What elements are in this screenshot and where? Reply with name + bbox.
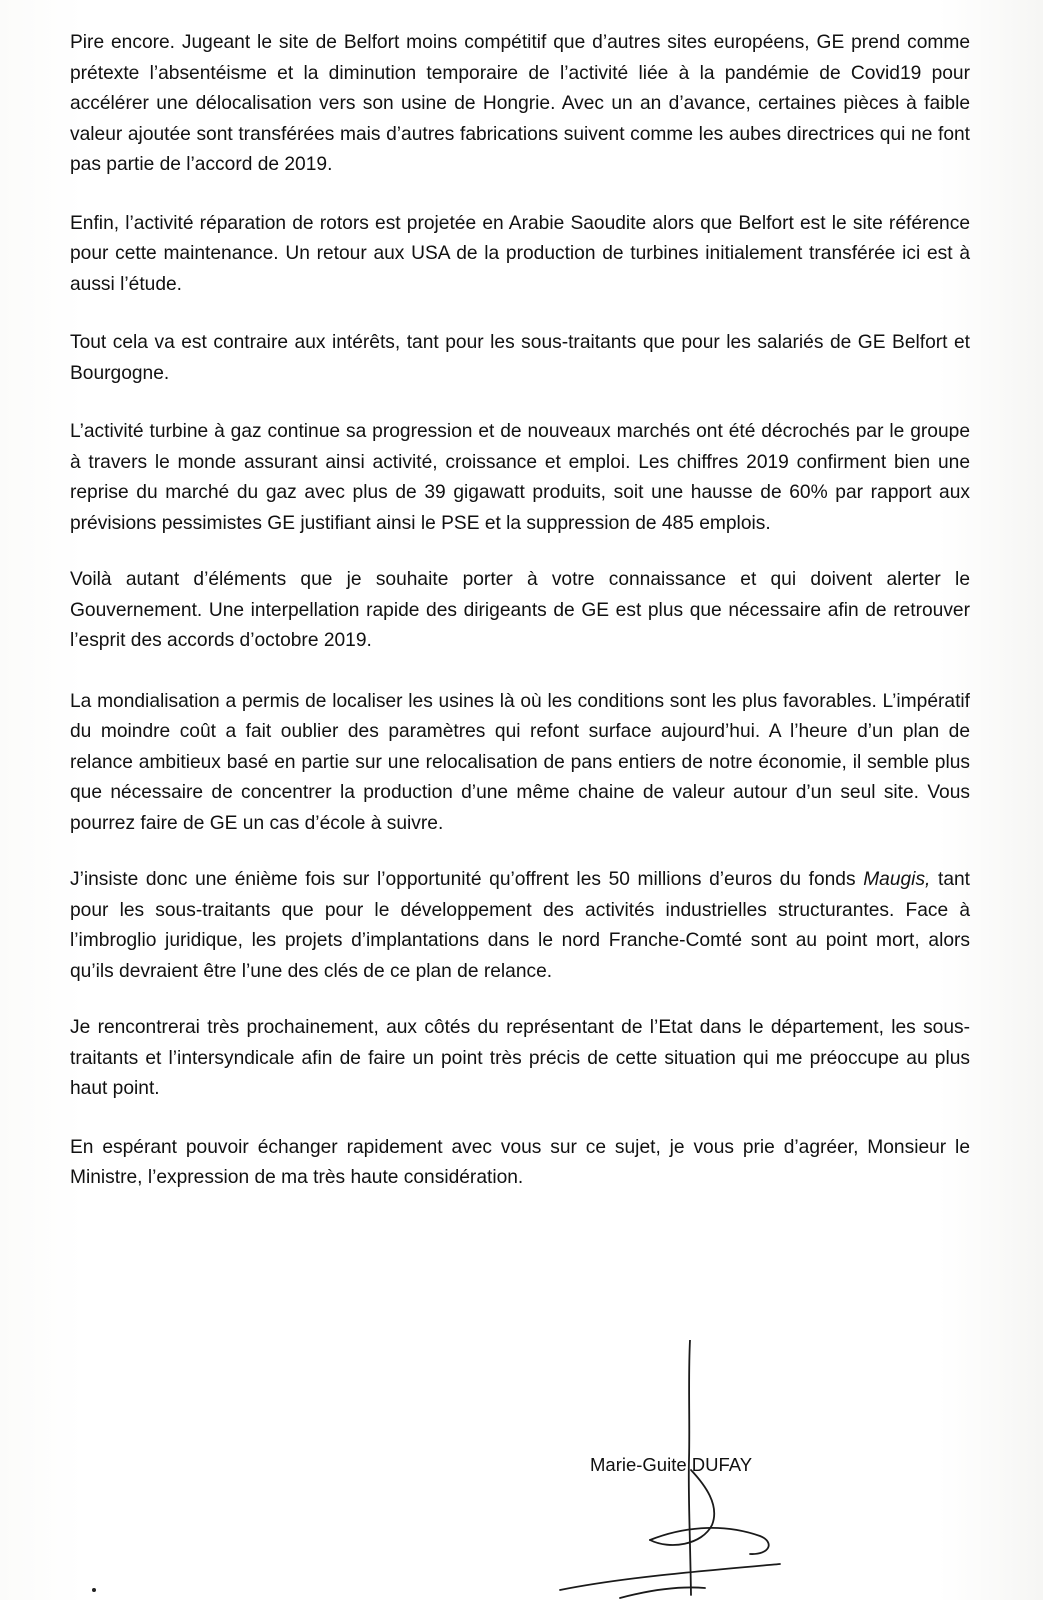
fonds-maugis-name: Maugis, — [863, 869, 931, 890]
paragraph-rotors-arabie-saoudite: Enfin, l’activité réparation de rotors est projetée en Arabie Saoudite alors que Belfort est le site référence pour cette maintenance. Un retour aux USA de la production de turbines initialement transférée ici est à aussi l’étude. — [70, 212, 970, 295]
signature-stroke-tail — [620, 1587, 705, 1598]
paragraph-fonds-maugis — [70, 865, 970, 987]
signature-stroke-sweep — [560, 1564, 780, 1590]
signature-stroke-curve — [650, 1470, 714, 1545]
paragraph-delocalisation-hongrie: Pire encore. Jugeant le site de Belfort moins compétitif que d’autres sites européens, GE prend comme prétexte l’absentéisme et la diminution temporaire de l’activité liée à la pandémie de Covid19 pour accélérer une délocalisation vers son usine de Hongrie. Avec un an d’avance, certaines pièces à faible valeur ajoutée sont transférées mais d’autres fabrications suivent comme les aubes directrices qui ne font pas partie de l’accord de 2019. — [70, 32, 970, 175]
signatory-name: Marie-Guite DUFAY — [590, 1454, 753, 1475]
closing-formula: En espérant pouvoir échanger rapidement avec vous sur ce sujet, je vous prie d’agréer, Monsieur le Ministre, l’expression de ma très haute considération. — [70, 1136, 970, 1188]
paragraph-interets-sous-traitants: Tout cela va est contraire aux intérêts, tant pour les sous-traitants que pour les salariés de GE Belfort et Bourgogne. — [70, 332, 970, 384]
paragraph-mondialisation: La mondialisation a permis de localiser les usines là où les conditions sont les plus favorables. L’impératif du moindre coût a fait oublier des paramètres qui refont surface aujourd’hui. A l’heure d’un plan de relance ambitieux basé en partie sur une relocalisation de pans entiers de notre économie, il semble plus que nécessaire de concentrer la production d’une même chaine de valeur autour d’un seul site. Vous pourrez faire de GE un cas d’école à suivre. — [70, 690, 970, 834]
paragraph-fonds-maugis-end: tant pour les sous-traitants que pour le développement des activités industrielles structurantes. Face à l’imbroglio juridique, les projets d’implantations dans le nord Franche-Comté sont au point mort, alors qu’ils devraient être l’une des clés de ce plan de relance. — [70, 869, 970, 982]
signature-stroke-loop — [650, 1528, 769, 1554]
scan-speck — [92, 1588, 96, 1592]
paragraph-fonds-maugis-start: J’insiste donc une énième fois sur l’opportunité qu’offrent les 50 millions d’euros du fonds — [70, 869, 864, 890]
paragraph-rencontre-intersyndicale: Je rencontrerai très prochainement, aux côtés du représentant de l’Etat dans le département, les sous-traitants et l’intersyndicale afin de faire un point très précis de cette situation qui me préoccupe au plus haut point. — [70, 1017, 970, 1099]
paragraph-alerte-gouvernement: Voilà autant d’éléments que je souhaite porter à votre connaissance et qui doivent alerter le Gouvernement. Une interpellation rapide des dirigeants de GE est plus que nécessaire afin de retrouver l’esprit des accords d’octobre 2019. — [70, 569, 970, 651]
letter-body — [70, 28, 970, 1194]
paragraph-turbine-gaz: L’activité turbine à gaz continue sa progression et de nouveaux marchés ont été décrochés par le groupe à travers le monde assurant ainsi activité, croissance et emploi. Les chiffres 2019 confirment bien une reprise du marché du gaz avec plus de 39 gigawatt produits, soit une hausse de 60% par rapport aux prévisions pessimistes GE justifiant ainsi le PSE et la suppression de 485 emplois. — [70, 421, 970, 534]
